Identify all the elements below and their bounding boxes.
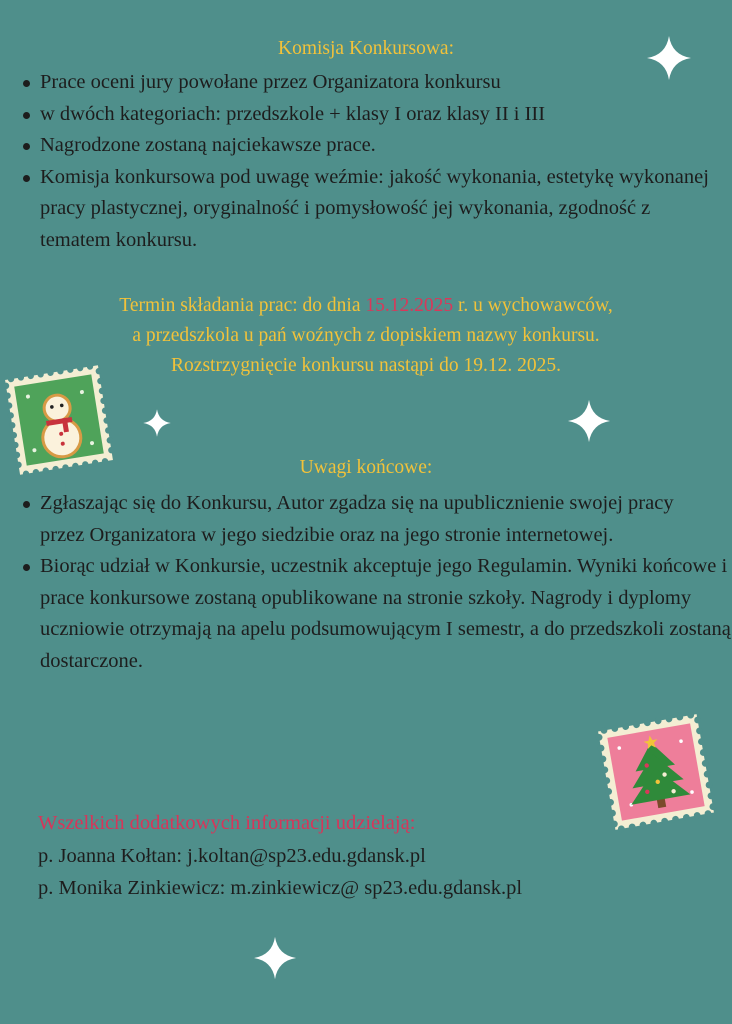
- deadline-line-2: a przedszkola u pań woźnych z dopiskiem nazwy konkursu.: [132, 325, 600, 346]
- committee-list: [20, 67, 720, 256]
- contact-heading: Wszelkich dodatkowych informacji udzielają:: [38, 812, 416, 834]
- deadline-block: [0, 291, 732, 381]
- remarks-heading: Uwagi końcowe:: [299, 457, 433, 478]
- sparkle-icon: [566, 398, 612, 444]
- list-item: Nagrodzone zostaną najciekawsze prace.: [20, 130, 720, 162]
- sparkle-icon: [252, 935, 298, 981]
- list-item: Komisja konkursowa pod uwagę weźmie: jakość wykonania, estetykę wykonanej pracy plastycznej, oryginalność i pomysłowość jej wykonania, zgodność z tematem konkursu.: [20, 162, 710, 257]
- list-item: Zgłaszając się do Konkursu, Autor zgadza się na upublicznienie swojej pracy przez Organizatora w jego siedzibie oraz na jego stronie internetowej.: [20, 488, 720, 551]
- list-item: w dwóch kategoriach: przedszkole + klasy I oraz klasy II i III: [20, 99, 720, 131]
- deadline-date: 15.12.2025: [365, 295, 454, 316]
- deadline-line-1: Termin składania prac: do dnia 15.12.2025 r. u wychowawców,: [119, 295, 613, 316]
- christmas-tree-stamp-icon: [586, 702, 726, 842]
- list-item: Biorąc udział w Konkursie, uczestnik akceptuje jego Regulamin. Wyniki końcowe i prace konkursowe zostaną opublikowane na stronie szkoły. Nagrody i dyplomy uczniowie otrzymają na apelu podsumowującym I semestr, a do przedszkoli zostaną dostarczone.: [20, 551, 732, 677]
- contact-line: p. Joanna Kołtan: j.koltan@sp23.edu.gdansk.pl: [38, 845, 426, 867]
- sparkle-icon: [142, 408, 172, 438]
- committee-heading: Komisja Konkursowa:: [277, 38, 455, 59]
- remarks-list: [20, 488, 732, 677]
- deadline-line-3: Rozstrzygnięcie konkursu nastąpi do 19.12. 2025.: [171, 355, 561, 376]
- contact-line: p. Monika Zinkiewicz: m.zinkiewicz@ sp23.edu.gdansk.pl: [38, 877, 523, 899]
- list-item: Prace oceni jury powołane przez Organizatora konkursu: [20, 67, 720, 99]
